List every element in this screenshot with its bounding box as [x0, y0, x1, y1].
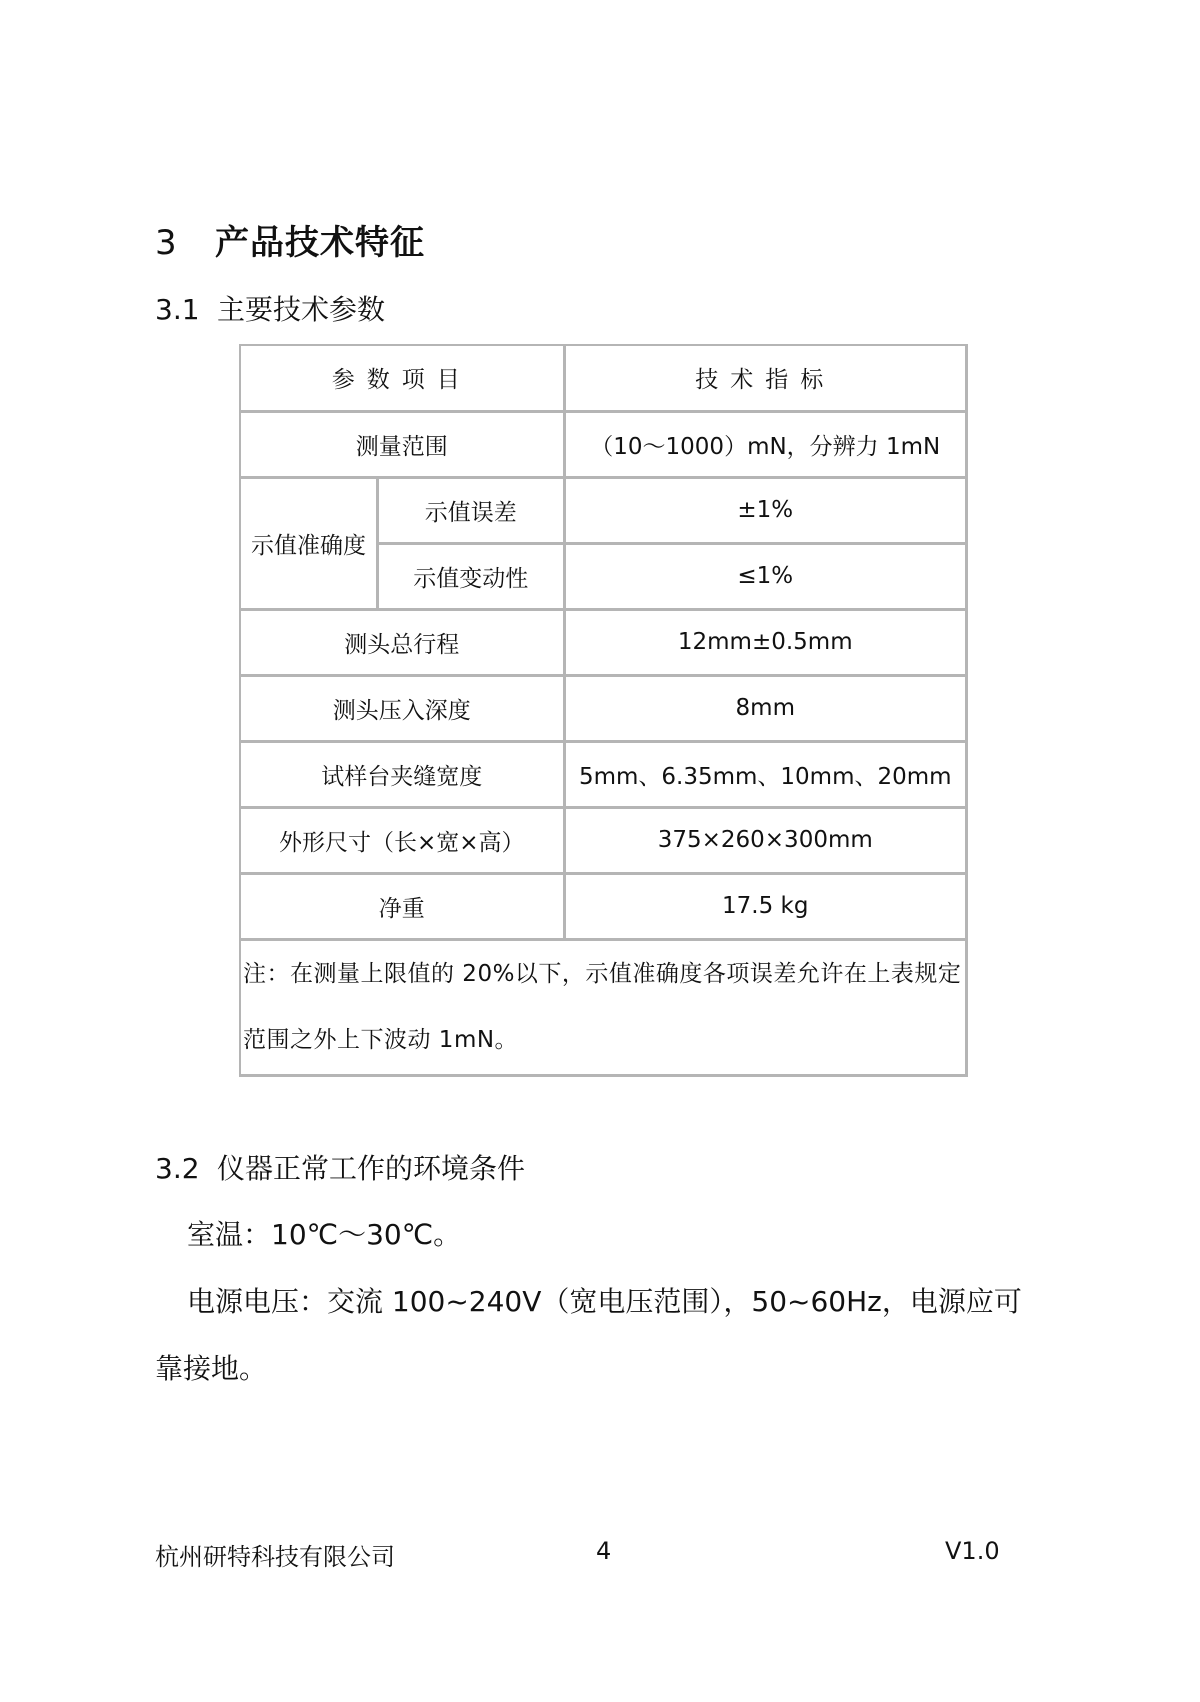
section-heading — [155, 215, 425, 264]
section-number: 3 — [155, 223, 178, 263]
footer-company: 杭州研特科技有限公司 — [155, 1543, 395, 1571]
row-spec: 5mm、6.35mm、10mm、20mm — [564, 741, 966, 807]
table-row — [240, 477, 967, 543]
row-spec: （10～1000）mN，分辨力 1mN — [564, 411, 966, 477]
row-spec: ≤1% — [564, 543, 966, 609]
row-param: 测量范围 — [240, 411, 564, 477]
row-param: 试样台夹缝宽度 — [240, 741, 564, 807]
table-note-row — [240, 939, 967, 1075]
section-title: 产品技术特征 — [215, 223, 425, 263]
table-row — [240, 411, 967, 477]
row-param: 测头压入深度 — [240, 675, 564, 741]
row-param: 示值变动性 — [378, 543, 565, 609]
row-spec: 8mm — [564, 675, 966, 741]
row-spec: 17.5 kg — [564, 873, 966, 939]
header-spec: 技术指标 — [564, 345, 966, 411]
row-spec: 12mm±0.5mm — [564, 609, 966, 675]
table-row — [240, 807, 967, 873]
row-param: 净重 — [240, 873, 564, 939]
table-header-row — [240, 345, 967, 411]
row-param: 外形尺寸（长×宽×高） — [240, 807, 564, 873]
header-param: 参数项目 — [240, 345, 564, 411]
subsection-title: 仪器正常工作的环境条件 — [217, 1152, 526, 1185]
footer-page-number: 4 — [596, 1537, 612, 1565]
accuracy-group-cell: 示值准确度 — [240, 477, 378, 609]
voltage-condition-line-1: 电源电压：交流 100~240V（宽电压范围），50~60Hz，电源应可 — [187, 1285, 1022, 1318]
row-param: 测头总行程 — [240, 609, 564, 675]
voltage-condition-line-2: 靠接地。 — [155, 1352, 268, 1385]
subsection-number: 3.2 — [155, 1152, 200, 1185]
temperature-condition: 室温：10℃～30℃。 — [187, 1218, 462, 1251]
spec-table — [239, 344, 968, 1077]
footer-version: V1.0 — [945, 1537, 1000, 1565]
table-row — [240, 741, 967, 807]
table-note: 注：在测量上限值的 20%以下，示值准确度各项误差允许在上表规定范围之外上下波动 1mN。 — [240, 939, 967, 1075]
subsection-number: 3.1 — [155, 293, 200, 326]
subsection-heading-3-1 — [155, 288, 385, 328]
table-row — [240, 873, 967, 939]
table-row — [240, 675, 967, 741]
row-param: 示值误差 — [378, 477, 565, 543]
table-row — [240, 609, 967, 675]
row-spec: ±1% — [564, 477, 966, 543]
row-spec: 375×260×300mm — [564, 807, 966, 873]
subsection-heading-3-2 — [155, 1147, 525, 1187]
subsection-title: 主要技术参数 — [217, 293, 386, 326]
